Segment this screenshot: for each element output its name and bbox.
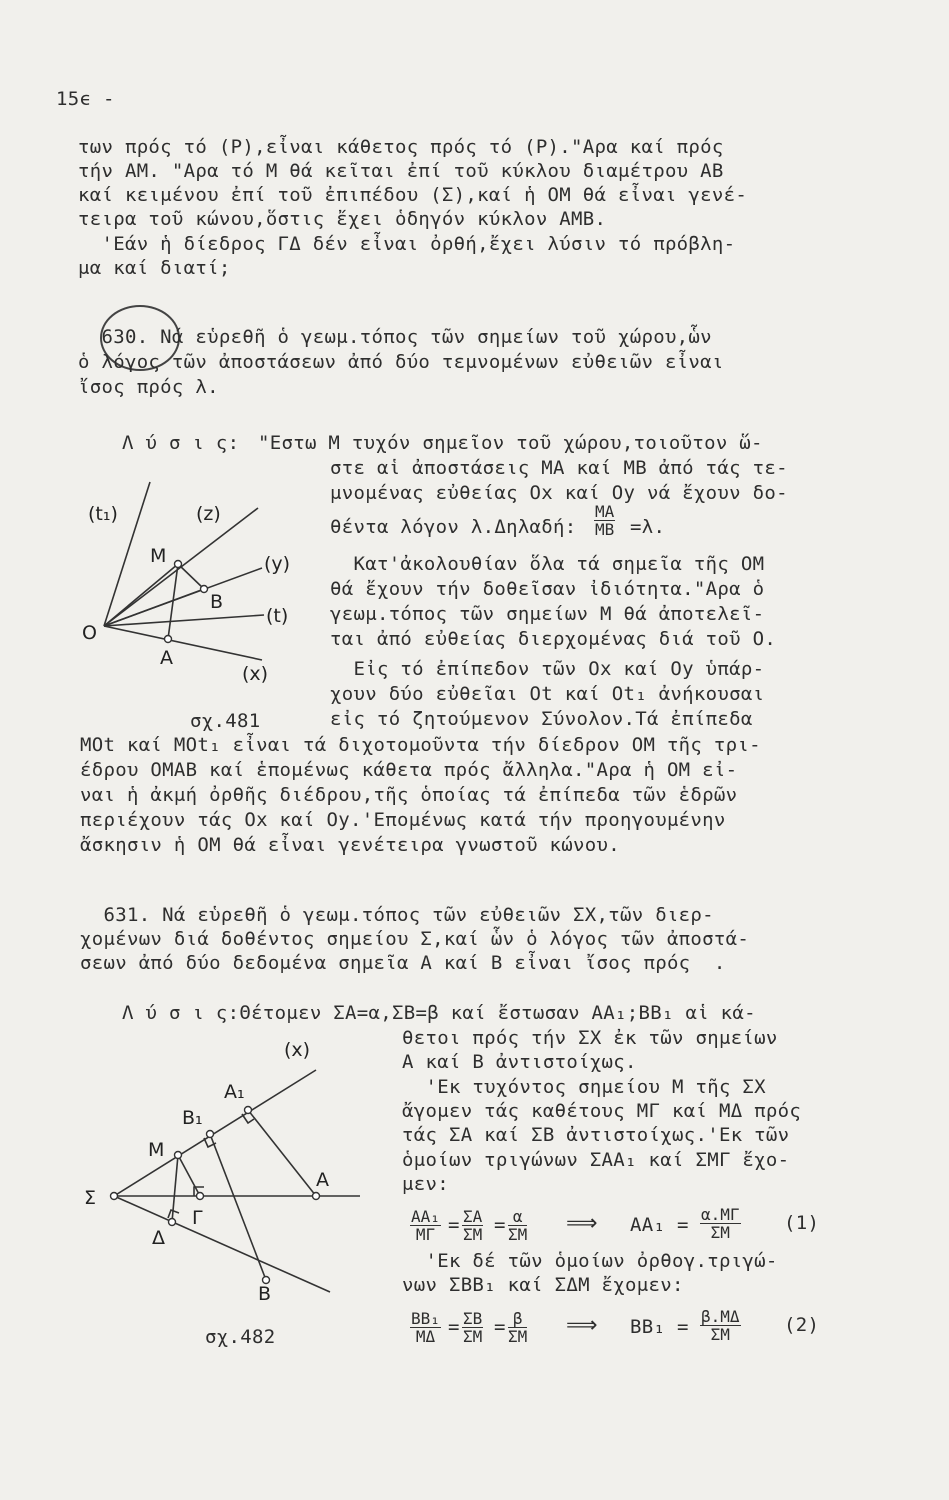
problem630-line-2: ὁ λόγος τῶν ἀποστάσεων ἀπό δύο τεμνομένων εὐθειῶν εἶναι [78,351,724,373]
problem631-line-3: σεων ἀπό δύο δεδομένα σημεῖα A καί B εἶναι ἴσος πρός . [80,952,726,974]
ratio-ma-mb [594,503,615,538]
line-x [104,626,262,660]
figure481-caption: σχ.481 [190,710,261,732]
label-b: B [210,591,224,613]
point-d [169,1219,176,1226]
label-d: Δ [152,1227,165,1249]
solution631-right-line-6: ὁμοίων τριγώνων ΣAA₁ καί ΣMΓ ἔχο- [402,1149,790,1171]
label-y: (y) [264,553,291,575]
solution631-right-line-2: A καί B ἀντιστοίχως. [402,1051,637,1073]
solution630-cont-line-7: εἰς τό ζητούμενον Σύνολον.Τά ἐπίπεδα [330,708,753,730]
label-s: Σ [84,1187,97,1209]
label-a: A [316,1169,329,1191]
solution630-cont-line-4: ται ἀπό εὐθείας διερχομένας διά τοῦ O. [330,628,777,650]
eq2-frac1-den: MΔ [415,1327,436,1346]
para1-line-6: μα καί διατί; [78,257,231,279]
ratio-rhs: =λ. [630,516,666,538]
eq2-equals-1: = [448,1316,460,1338]
solution630-right-line-1: στε αἱ ἀποστάσεις MA καί MB ἀπό τάς τε- [330,457,788,479]
solution630-right-line-2: μνομένας εὐθείας Ox καί Oy νά ἔχουν δο- [330,482,788,504]
label-a1: A₁ [224,1081,245,1103]
point-s [111,1193,118,1200]
eq1-lhs: AA₁ = [630,1214,689,1236]
segment-aa1 [248,1110,316,1196]
solution631-first-line: Λ ύ σ ι ς:Θέτομεν ΣA=α,ΣB=β καί ἔστωσαν AA₁;BB₁ αἱ κά- [122,1002,756,1024]
solution630-bottom-line-3: ναι ἡ ἀκμή ὀρθῆς διέδρου,τῆς ὁποίας τά ἐπίπεδα τῶν ἑδρῶν [80,784,738,806]
solution631-mid-line-2: νων ΣBB₁ καί ΣΔM ἔχομεν: [402,1274,684,1296]
solution630-cont-line-5: Εἰς τό ἐπίπεδον τῶν Ox καί Oy ὑπάρ- [330,658,765,680]
segment-bb1 [210,1134,266,1280]
solution631-right-line-5: τάς ΣA καί ΣB ἀντιστοίχως.'Εκ τῶν [402,1124,790,1146]
line-sb [114,1196,330,1292]
para1-line-3: καί κειμένου ἐπί τοῦ ἐπιπέδου (Σ),καί ἡ OM θά εἶναι γενέ- [78,184,748,206]
solution630-bottom-line-2: έδρου OMAB καί ἑπομένως κάθετα πρός ἄλληλα."Αρα ἡ OM εἰ- [80,759,738,781]
eq1-arrow: ⟹ [566,1211,598,1236]
label-t1: (t₁) [88,503,118,525]
eq1-frac2-num: ΣA [463,1207,483,1226]
para1-line-2: τήν AM. "Αρα τό M θά κεῖται ἐπί τοῦ κύκλου διαμέτρου AB [78,160,724,182]
figure482-caption: σχ.482 [205,1326,276,1348]
para1-line-4: τειρα τοῦ κώνου,ὅστις ἔχει ὁδηγόν κύκλον AMB. [78,208,607,230]
line-sx [114,1070,316,1196]
solution630-bottom-line-1: MOt καί MOt₁ εἶναι τά διχοτομοῦντα τήν δίεδρον OM τῆς τρι- [80,734,761,756]
solution630-bottom-line-4: περιέχουν τάς Ox καί Oy.'Επομένως κατά τήν προηγουμένην [80,809,726,831]
eq1-frac3-num: α [508,1208,527,1226]
ratio-numerator: MA [595,502,615,521]
point-m [175,561,182,568]
label-b: B [258,1283,272,1304]
solution631-right-line-1: θετοι πρός τήν ΣΧ ἐκ τῶν σημείων [402,1027,778,1049]
given-ratio-prefix: θέντα λόγον λ.Δηλαδή: [330,516,577,538]
figure-482 [80,1034,380,1304]
segment-om [104,564,178,626]
eq2-result-num: β.MΔ [701,1307,740,1326]
eq1-result-den: ΣM [710,1223,730,1242]
label-x: (x) [242,663,269,685]
solution631-mid-line-1: 'Εκ δέ τῶν ὁμοίων ὀρθογ.τριγώ- [402,1250,778,1272]
point-m [175,1152,182,1159]
label-x: (x) [284,1039,311,1061]
problem631-line-2: χομένων διά δοθέντος σημείου Σ,καί ὧν ὁ λόγος τῶν ἀποστά- [80,928,750,950]
para1-line-1: των πρός τό (P),εἶναι κάθετος πρός τό (P)."Αρα καί πρός [78,136,724,158]
eq2-frac3-den: ΣM [508,1327,528,1346]
label-g: Γ [192,1207,203,1229]
eq1-result-num: α.MΓ [701,1205,740,1224]
solution630-heading: Λ ύ σ ι ς: [122,432,240,454]
eq1-tag: (1) [784,1212,820,1234]
eq1-frac1-den: MΓ [415,1225,436,1244]
label-z: (z) [196,503,221,525]
label-m: M [150,545,167,567]
eq1-equals-1: = [448,1214,460,1236]
eq2-frac1-num: BB₁ [411,1309,440,1328]
solution630-cont-line-3: γεωμ.τόπος τῶν σημείων M θά ἀποτελεῖ- [330,603,765,625]
problem630-line-3: ἴσος πρός λ. [78,376,219,398]
label-b1: B₁ [182,1107,203,1129]
eq2-lhs: BB₁ = [630,1316,689,1338]
label-t: (t) [266,605,289,627]
problem630-line-1: 630. Νά εὑρεθῆ ὁ γεωμ.τόπος τῶν σημείων τοῦ χώρου,ὧν [78,326,712,348]
point-a1 [245,1107,252,1114]
point-g [197,1193,204,1200]
solution630-cont-line-6: χουν δύο εὐθεῖαι Ot καί Ot₁ ἀνήκουσαι [330,683,765,705]
eq1-frac2-den: ΣM [463,1225,483,1244]
eq1-frac1-num: AA₁ [411,1207,440,1226]
eq1-equals-2: = [494,1214,506,1236]
eq2-frac2-num: ΣB [463,1309,483,1328]
eq1-frac3-den: ΣM [508,1225,528,1244]
figure-481 [78,478,328,708]
eq2-frac3-num: β [508,1310,527,1328]
eq2-equals-2: = [494,1316,506,1338]
solution631-right-line-4: ἄγομεν τάς καθέτους MΓ καί MΔ πρός [402,1100,802,1122]
solution631-right-line-3: 'Εκ τυχόντος σημείου M τῆς ΣΧ [402,1076,766,1098]
point-b [201,586,208,593]
solution630-bottom-line-5: ἄσκησιν ἡ OM θά εἶναι γενέτειρα γνωστοῦ κώνου. [80,834,620,856]
label-o: O [82,622,97,644]
segment-mg [178,1155,200,1196]
label-m: M [148,1139,165,1161]
solution630-first-line: "Εστω M τυχόν σημεῖον τοῦ χώρου,τοιοῦτον ὥ- [258,432,763,454]
eq2-frac2-den: ΣM [463,1327,483,1346]
point-a [313,1193,320,1200]
solution631-right-line-7: μεν: [402,1173,449,1195]
eq2-arrow: ⟹ [566,1313,598,1338]
eq2-result-den: ΣM [710,1325,730,1344]
ratio-denominator: MB [595,520,615,539]
solution630-cont-line-1: Κατ'ἀκολουθίαν ὅλα τά σημεῖα τῆς OM [330,553,765,575]
label-a: A [160,647,173,669]
point-a [165,636,172,643]
segment-mb [178,564,204,589]
page-number: 15ϵ - [56,88,115,110]
point-b1 [207,1131,214,1138]
problem631-line-1: 631. Νά εὑρεθῆ ὁ γεωμ.τόπος τῶν εὐθειῶν ΣΧ,τῶν διερ- [80,904,714,926]
para1-line-5: 'Εάν ἡ δίεδρος ΓΔ δέν εἶναι ὀρθή,ἔχει λύσιν τό πρόβλη- [78,233,736,255]
eq2-tag: (2) [784,1314,820,1336]
solution630-cont-line-2: θά ἔχουν τήν δοθεῖσαν ἰδιότητα."Αρα ὁ [330,578,765,600]
